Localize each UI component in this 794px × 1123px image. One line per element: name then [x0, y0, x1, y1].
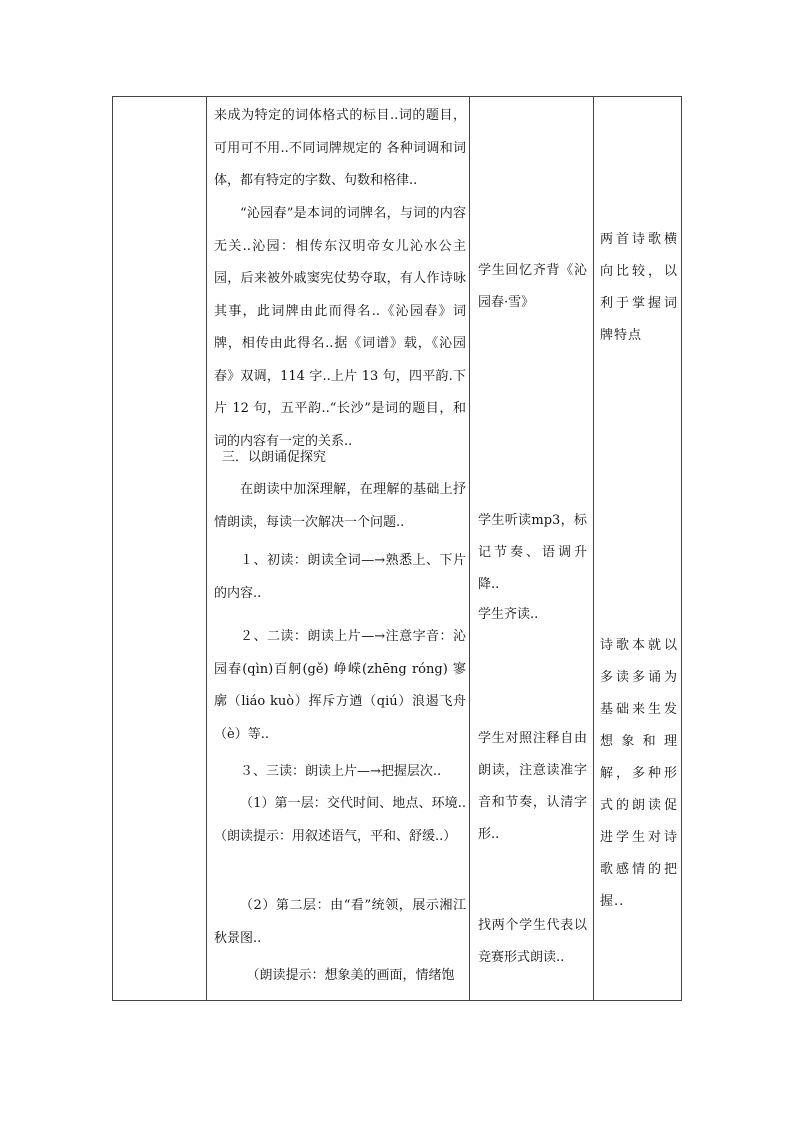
student-activity: 学生回忆齐背《沁园春·雪》: [478, 263, 587, 310]
design-intent: 诗歌本就以多读多诵为基础来生发想象和理解，多种形式的朗读促进学生对诗歌感情的把握..: [600, 638, 678, 909]
column-divider: [469, 97, 470, 1000]
content-paragraph: 来成为特定的词体格式的标目..词的题目，可用可不用..不同词牌规定的 各种词调和词体，都有特定的字数、句数和格律..: [214, 108, 466, 188]
teaching-content-cell: [214, 97, 466, 1000]
section-heading: 三．以朗诵促探究: [222, 450, 327, 465]
content-paragraph: “沁园春”是本词的词牌名，与词的内容无关..沁园：相传东汉明帝女儿沁水公主园，后来被外戚窦宪仗势夺取，有人作诗咏其事，此词牌由此而得名..《沁园春》词牌，相传由此得名..据《词谱》载，《沁园春》双调，114 字..上片 13 句，四平韵.下片 12 句，五平韵..“长沙”是词的题目，和词的内容有一定的关系..: [214, 206, 466, 449]
content-paragraph: ２、二读：朗读上片—→注意字音：沁园春(qìn)百舸(gě) 峥嵘(zhēng róng) 寥廓（liáo kuò）挥斥方遒（qiú）浪遏飞舟（è）等..: [214, 629, 466, 742]
student-activity: 学生听读mp3，标记节奏、语调升降..: [478, 513, 587, 592]
content-paragraph: （1）第一层：交代时间、地点、环境..（朗读提示：用叙述语气，平和、舒缓..）: [214, 796, 466, 844]
column-divider: [593, 97, 594, 1000]
design-intent: 两首诗歌横向比较，以利于掌握词牌特点: [600, 232, 678, 343]
column-divider: [206, 97, 207, 1000]
student-activity: 学生对照注释自由朗读，注意读准字音和节奏，认清字形..: [478, 731, 587, 842]
student-activity: 学生齐读..: [478, 607, 539, 622]
content-paragraph: 在朗读中加深理解，在理解的基础上抒情朗读，每读一次解决一个问题..: [214, 482, 466, 530]
content-paragraph: １、初读：朗读全词—→熟悉上、下片的内容..: [214, 553, 466, 601]
student-activity-cell: [478, 97, 587, 1000]
content-paragraph: （朗读提示：想象美的画面，情绪饱: [246, 968, 455, 983]
student-activity: 找两个学生代表以竞赛形式朗读..: [478, 918, 587, 965]
lesson-table: [112, 96, 682, 1001]
content-paragraph: （2）第二层：由“看”统领，展示湘江秋景图..: [214, 898, 466, 946]
design-intent-cell: [600, 97, 678, 1000]
content-paragraph: ３、三读：朗读上片—→把握层次..: [240, 764, 442, 779]
empty-cell: [113, 97, 206, 1000]
